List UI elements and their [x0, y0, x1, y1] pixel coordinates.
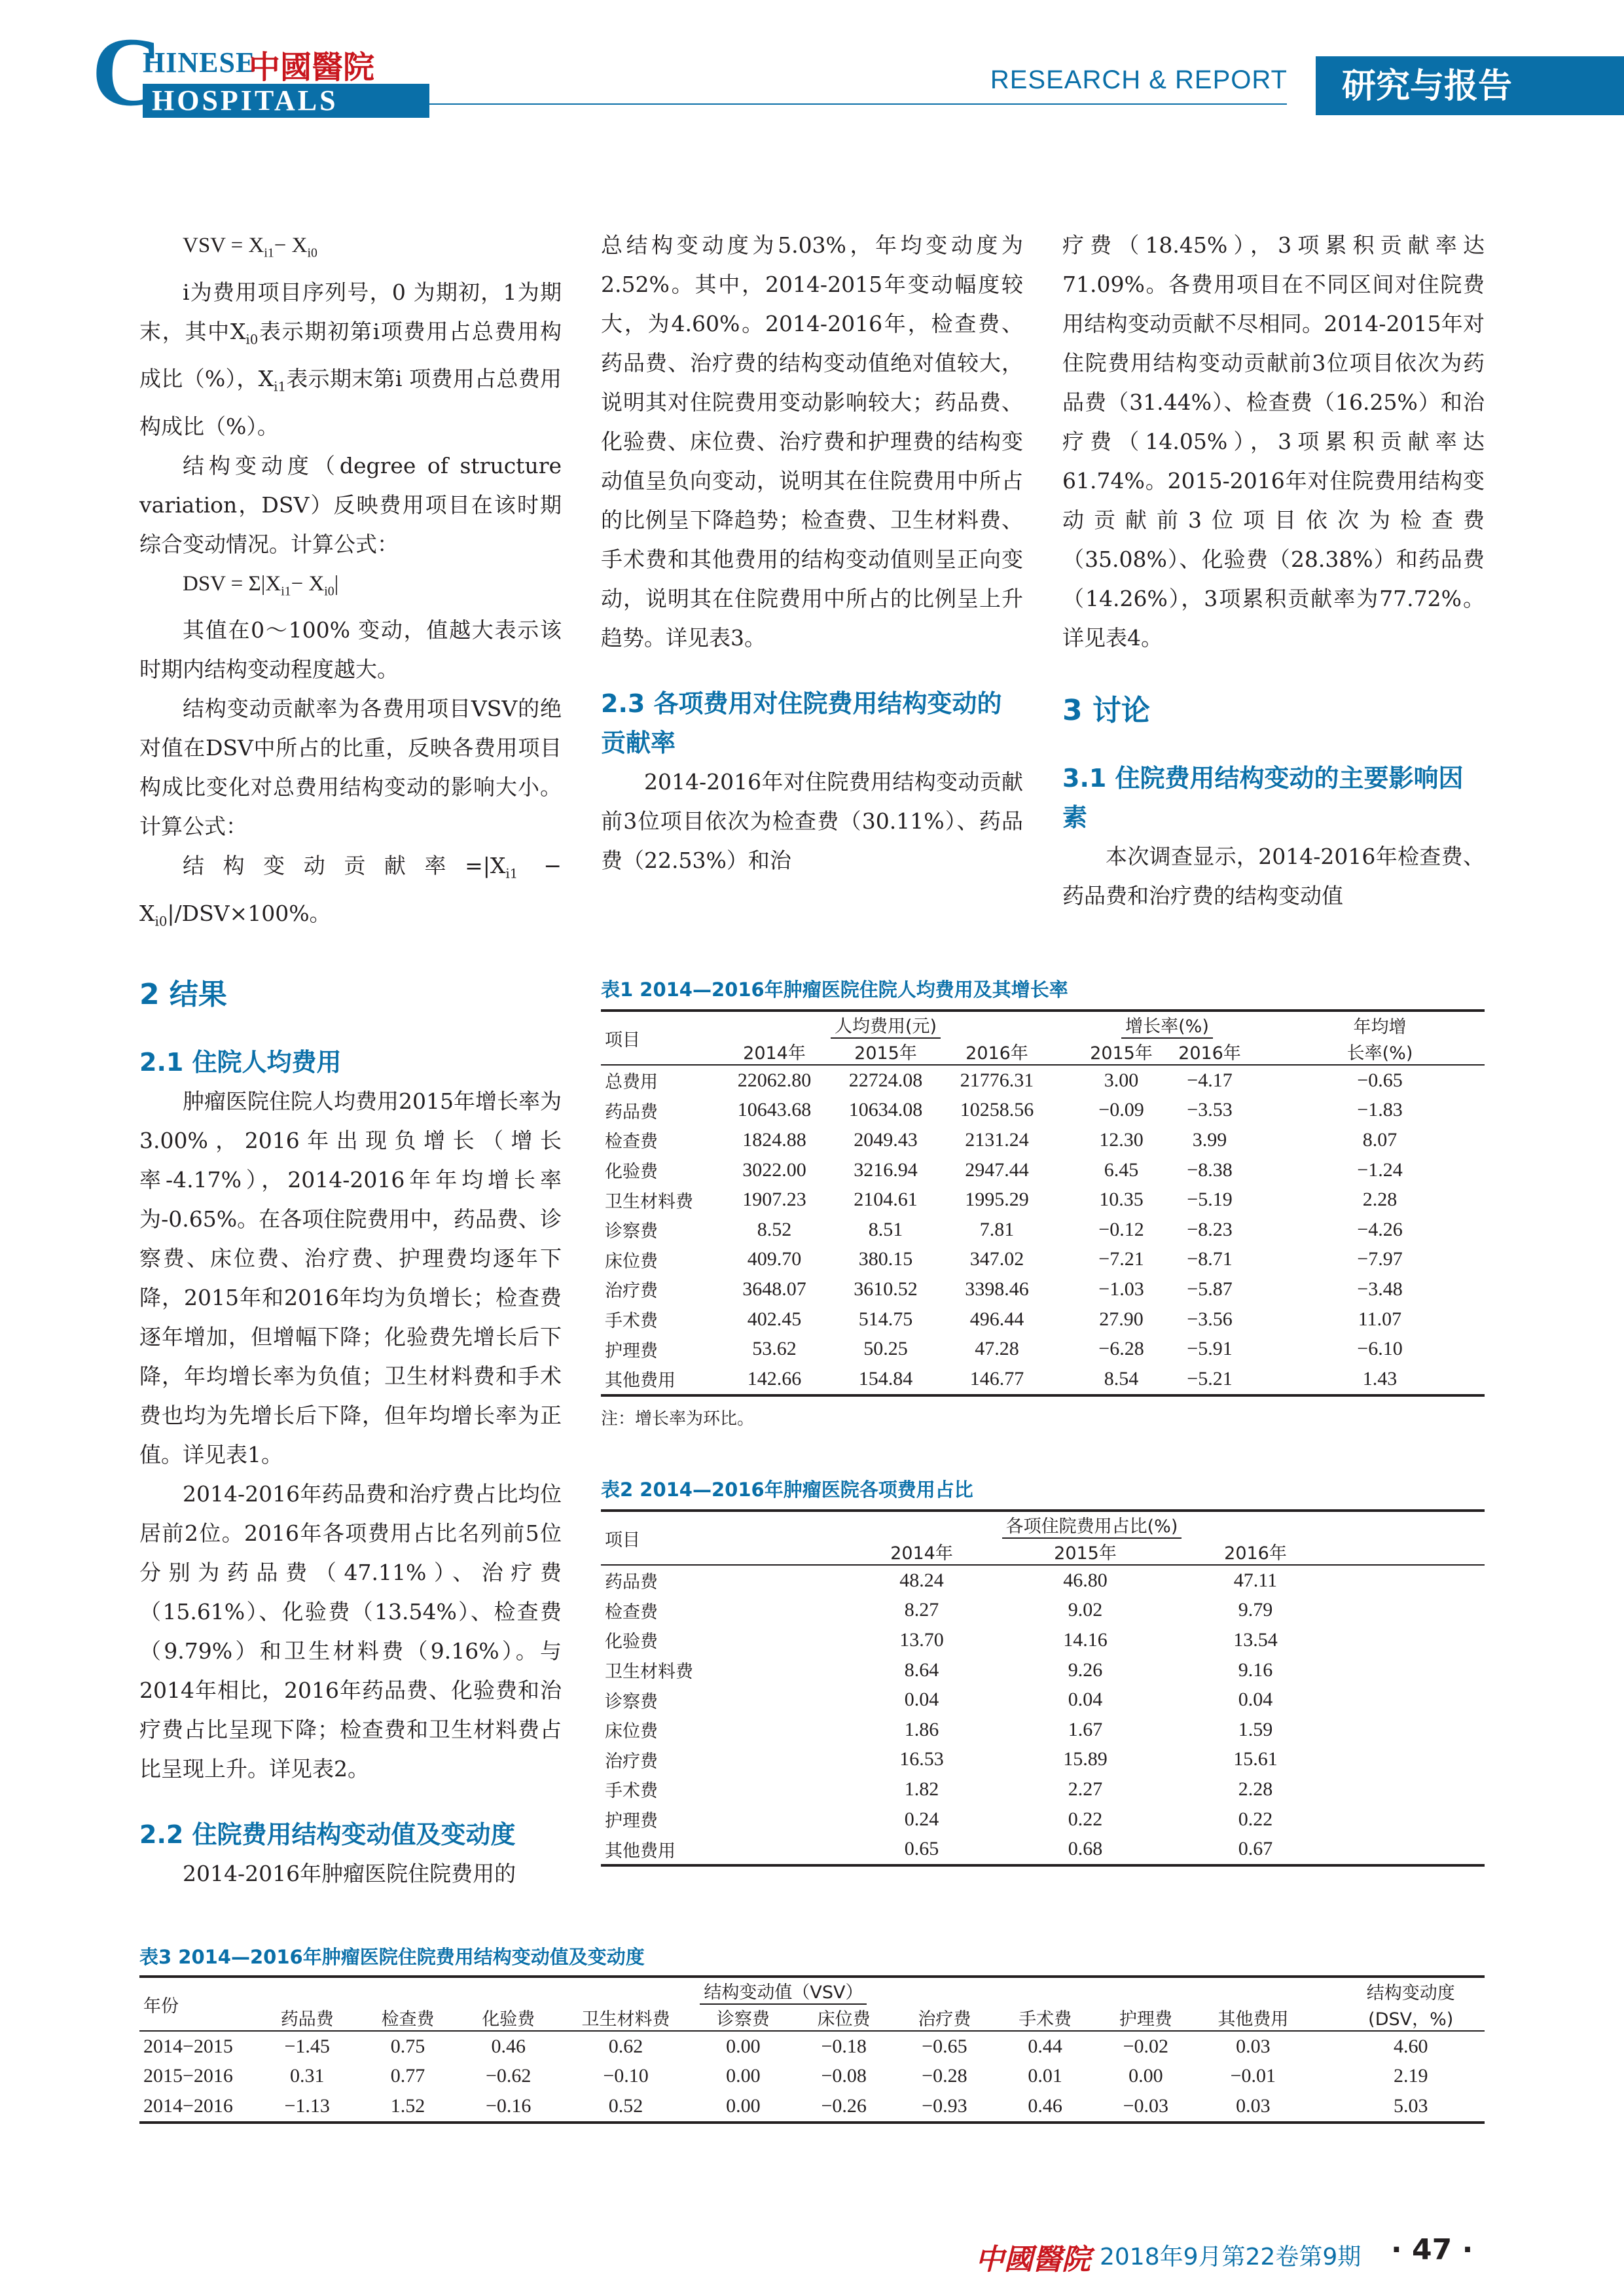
spacer-cell — [1255, 1155, 1275, 1185]
table-cell-growth: −3.53 — [1187, 1099, 1233, 1121]
table-cell-cost: 10643.68 — [737, 1099, 812, 1121]
table-cell-cost: 1907.23 — [742, 1189, 806, 1211]
table-cell-growth: −1.03 — [1098, 1278, 1144, 1300]
table-cell-share: 9.26 — [1068, 1659, 1103, 1681]
table-3-header-item: 诊察费 — [693, 2005, 794, 2031]
table-cell-cost: 1995.29 — [965, 1189, 1029, 1211]
table-2-header-year: 2015年 — [1000, 1539, 1170, 1565]
text-column-1 — [139, 226, 562, 1893]
table-cell-share: 0.04 — [1238, 1689, 1273, 1711]
table-cell-growth: 3.99 — [1192, 1128, 1227, 1151]
table-cell-cost: 496.44 — [969, 1308, 1024, 1330]
table-3-header-item: 床位费 — [793, 2005, 894, 2031]
table-cell-item: 手术费 — [605, 1781, 658, 1802]
table-cell-vsv: 0.03 — [1236, 2035, 1271, 2057]
table-row — [601, 1185, 1485, 1215]
spacer-cell — [1053, 1096, 1079, 1126]
table-cell-growth: −3.56 — [1187, 1308, 1233, 1330]
page-number: · 47 · — [1391, 2233, 1473, 2267]
section-heading-results: 2 结果 — [139, 977, 227, 1011]
table-cell-growth: −5.21 — [1164, 1364, 1255, 1395]
table-cell-avg-growth: −3.48 — [1357, 1278, 1403, 1300]
table-cell-vsv: 0.46 — [491, 2035, 526, 2057]
table-cell-avg-growth: −6.10 — [1357, 1338, 1403, 1360]
table-3-header-item: 手术费 — [995, 2005, 1096, 2031]
table-cell-share: 0.04 — [1068, 1689, 1103, 1711]
table-cell-item: 床位费 — [605, 1721, 658, 1742]
formula-vsv: VSV = $X_{i1}- X_{i0}$ — [183, 234, 317, 260]
logo-bottom-text: HOSPITALS — [152, 84, 338, 117]
spacer-cell — [1341, 1625, 1485, 1655]
table-3-header-year: 年份 — [139, 1977, 257, 2031]
table-cell-item: 药品费 — [605, 1572, 658, 1593]
paragraph: 其值在0～100% 变动，值越大表示该时期内结构变动程度越大。 — [139, 617, 562, 683]
paragraph: 肿瘤医院住院人均费用2015年增长率为3.00%，2016年出现负增长（增长率-4.17%），2014-2016年年均增长率为-0.65%。在各项住院费用中，药品费、诊察费、床位费、治疗费、护理费均逐年下降，2015年和2016年均为负增长；检查费逐年增加，但增幅下降；化验费先增长后下降，年均增长率为负值；卫生材料费和手术费也均为先增长后下降，但年均增长率为正值。详见表1。 — [139, 1088, 562, 1467]
spacer-cell — [1255, 1215, 1275, 1245]
spacer-cell — [1341, 1565, 1485, 1596]
table-cell-item: 护理费 — [605, 1340, 658, 1361]
table-cell-growth: −6.28 — [1098, 1338, 1144, 1360]
table-cell-cost: 380.15 — [858, 1248, 913, 1270]
table-row — [601, 1596, 1485, 1626]
spacer-cell — [1341, 1804, 1485, 1835]
table-cell-share: 2.27 — [1068, 1778, 1103, 1800]
table-cell-vsv: −1.13 — [257, 2091, 357, 2123]
formula-contribution: 结构变动贡献率$=|X_{i1} - X_{i0}|/DSV\times 100\%$。 — [139, 853, 562, 929]
table-3-header-item: 药品费 — [257, 2005, 357, 2031]
table-cell-vsv: 0.00 — [726, 2065, 761, 2087]
table-cell-cost: 47.28 — [975, 1338, 1019, 1360]
table-cell-item: 化验费 — [605, 1162, 658, 1183]
table-cell-vsv: −0.01 — [1230, 2065, 1276, 2087]
table-1-header-growth-year: 2016年 — [1164, 1039, 1255, 1065]
table-2-header-group: 各项住院费用占比(%) — [843, 1511, 1341, 1539]
table-cell-share: 0.22 — [1068, 1808, 1103, 1830]
spacer-cell — [1255, 1274, 1275, 1304]
table-row — [601, 1625, 1485, 1655]
table-3-header-item: 其他费用 — [1196, 2005, 1310, 2031]
table-cell-vsv: −0.08 — [821, 2065, 867, 2087]
spacer-cell — [1255, 1334, 1275, 1364]
table-cell-item: 床位费 — [605, 1251, 658, 1272]
table-cell-cost: 3216.94 — [854, 1158, 918, 1181]
table-cell-cost: 22062.80 — [737, 1069, 812, 1091]
table-cell-share: 13.70 — [899, 1628, 944, 1651]
spacer-cell — [1255, 1364, 1275, 1395]
table-cell-growth: −0.12 — [1098, 1218, 1144, 1240]
table-1-note: 注：增长率为环比。 — [601, 1409, 755, 1429]
table-cell-cost: 154.84 — [830, 1364, 941, 1395]
text-column-2 — [601, 226, 1023, 880]
table-2-header-year: 2016年 — [1170, 1539, 1341, 1565]
table-cell-vsv: −0.62 — [485, 2065, 532, 2087]
table-3-header-item: 护理费 — [1095, 2005, 1196, 2031]
table-1-header-growth-group: 增长率(%) — [1079, 1011, 1255, 1039]
table-3-header-item: 卫生材料费 — [559, 2005, 693, 2031]
table-row — [601, 1834, 1485, 1865]
table-cell-share: 0.67 — [1170, 1834, 1341, 1865]
table-row — [601, 1065, 1485, 1096]
table-cell-item: 护理费 — [605, 1811, 658, 1832]
table-row — [601, 1685, 1485, 1715]
table-cell-vsv: −0.10 — [603, 2065, 649, 2087]
table-cell-dsv: 4.60 — [1393, 2035, 1428, 2057]
table-cell-vsv: −1.45 — [284, 2035, 330, 2057]
table-cell-avg-growth: −1.24 — [1357, 1158, 1403, 1181]
table-3-title: 表3 2014—2016年肿瘤医院住院费用结构变动值及变动度 — [139, 1946, 645, 1968]
table-cell-share: 15.89 — [1063, 1748, 1108, 1770]
paragraph: 总结构变动度为5.03%，年均变动度为2.52%。其中，2014-2015年变动幅度较大，为4.60%。2014-2016年，检查费、药品费、治疗费的结构变动值绝对值较大，说明其对住院费用变动影响较大；药品费、化验费、床位费、治疗费和护理费的结构变动值呈负向变动，说明其在住院费用中所占的比例呈下降趋势；检查费、卫生材料费、手术费和其他费用的结构变动值则呈正向变动，说明其在住院费用中所占的比例呈上升趋势。详见表3。 — [601, 232, 1023, 651]
table-cell-cost: 3610.52 — [854, 1278, 918, 1300]
paragraph: 2014-2016年对住院费用结构变动贡献前3位项目依次为检查费（30.11%）、药品费（22.53%）和治 — [601, 769, 1023, 873]
table-cell-vsv: 0.01 — [1028, 2065, 1062, 2087]
footer-journal-logo: 中國醫院 — [975, 2243, 1091, 2276]
table-cell-growth: −8.71 — [1187, 1248, 1233, 1270]
table-cell-cost: 1824.88 — [742, 1128, 806, 1151]
table-cell-growth: −7.21 — [1098, 1248, 1144, 1270]
table-cell-cost: 10634.08 — [848, 1099, 923, 1121]
table-cell-share: 2.28 — [1238, 1778, 1273, 1800]
table-cell-share: 8.27 — [904, 1599, 939, 1621]
subsection-heading-2-2: 2.2 住院费用结构变动值及变动度 — [139, 1820, 516, 1849]
spacer-cell — [1310, 2091, 1337, 2123]
table-row — [139, 2091, 1485, 2123]
table-cell-cost: 409.70 — [747, 1248, 802, 1270]
spacer-cell — [1341, 1655, 1485, 1685]
logo-letter: C — [92, 18, 163, 126]
table-row — [601, 1274, 1485, 1304]
spacer-cell — [1053, 1215, 1079, 1245]
logo-top-text: HINESE — [143, 46, 256, 79]
table-cell-avg-growth: −4.26 — [1357, 1218, 1403, 1240]
formula-dsv: DSV = $\Sigma|X_{i1}- X_{i0}|$ — [183, 571, 339, 599]
table-cell-share: 9.79 — [1238, 1599, 1273, 1621]
table-cell-vsv: 0.62 — [608, 2035, 643, 2057]
table-3-header-item: 治疗费 — [894, 2005, 995, 2031]
table-cell-share: 0.68 — [1000, 1834, 1170, 1865]
table-row — [601, 1334, 1485, 1364]
table-cell-vsv: 0.31 — [289, 2065, 325, 2087]
table-cell-avg-growth: 2.28 — [1362, 1189, 1398, 1211]
table-cell-growth: 12.30 — [1099, 1128, 1144, 1151]
spacer-cell — [1053, 1185, 1079, 1215]
table-1-header-cost-group: 人均费用(元) — [719, 1011, 1053, 1039]
table-row — [601, 1745, 1485, 1775]
table-row — [601, 1096, 1485, 1126]
table-cell-vsv: −0.02 — [1123, 2035, 1169, 2057]
table-cell-item: 手术费 — [605, 1311, 658, 1332]
paragraph: 结构变动贡献率为各费用项目VSV的绝对值在DSV中所占的比重，反映各费用项目构成比变化对总费用结构变动的影响大小。计算公式： — [139, 696, 562, 840]
table-1-header-avg-line2: 长率(%) — [1275, 1039, 1485, 1065]
table-cell-year: 2014−2016 — [139, 2091, 257, 2123]
table-cell-cost: 3648.07 — [742, 1278, 806, 1300]
spacer-cell — [1255, 1065, 1275, 1096]
table-cell-vsv: −0.16 — [458, 2091, 559, 2123]
table-cell-growth: 3.00 — [1104, 1069, 1139, 1091]
table-row — [601, 1655, 1485, 1685]
table-cell-cost: 50.25 — [863, 1338, 908, 1360]
table-cell-vsv: −0.28 — [922, 2065, 967, 2087]
table-cell-growth: −5.19 — [1187, 1189, 1233, 1211]
table-2-header-item: 项目 — [601, 1511, 843, 1565]
table-cell-vsv: −0.26 — [793, 2091, 894, 2123]
table-row — [601, 1364, 1485, 1395]
table-2-header-year: 2014年 — [843, 1539, 1000, 1565]
table-cell-dsv: 5.03 — [1337, 2091, 1485, 2123]
spacer-cell — [1053, 1274, 1079, 1304]
table-cell-item: 药品费 — [605, 1102, 658, 1122]
table-cell-vsv: 0.03 — [1196, 2091, 1310, 2123]
table-cell-growth: 6.45 — [1104, 1158, 1139, 1181]
table-cell-item: 检查费 — [605, 1602, 658, 1623]
table-row — [601, 1565, 1485, 1596]
table-cell-item: 治疗费 — [605, 1281, 658, 1302]
table-cell-vsv: 0.75 — [390, 2035, 425, 2057]
table-cell-share: 48.24 — [899, 1569, 944, 1591]
table-3-header-item: 化验费 — [458, 2005, 559, 2031]
section-name-chinese: 研究与报告 — [1342, 67, 1513, 106]
table-cell-cost: 402.45 — [747, 1308, 802, 1330]
table-cell-cost: 21776.31 — [960, 1069, 1034, 1091]
table-1-header-year: 2014年 — [719, 1039, 830, 1065]
table-cell-share: 16.53 — [899, 1748, 944, 1770]
table-cell-vsv: −0.93 — [894, 2091, 995, 2123]
table-cell-year: 2014−2015 — [143, 2035, 233, 2057]
paragraph: 疗费（18.45%），3项累积贡献率达71.09%。各费用项目在不同区间对住院费用结构变动贡献不尽相同。2014-2015年对住院费用结构变动贡献前3位项目依次为药品费（31.44%）、检查费（16.25%）和治疗费（14.05%），3项累积贡献率达61.74%。2015-2016年对住院费用结构变动贡献前3位项目依次为检查费（35.08%）、化验费（28.38%）和药品费（14.26%），3项累积贡献率为77.72%。详见表4。 — [1062, 232, 1485, 651]
table-cell-item: 化验费 — [605, 1632, 658, 1653]
table-cell-cost: 8.51 — [868, 1218, 903, 1240]
table-row — [139, 2062, 1485, 2092]
spacer-cell — [1310, 2031, 1337, 2062]
table-cell-share: 47.11 — [1233, 1569, 1278, 1591]
table-cell-item: 其他费用 — [601, 1364, 719, 1395]
spacer-cell — [1053, 1364, 1079, 1395]
table-cell-growth: 10.35 — [1099, 1189, 1144, 1211]
table-row — [601, 1125, 1485, 1155]
table-cell-cost: 3398.46 — [965, 1278, 1029, 1300]
spacer-cell — [1341, 1715, 1485, 1745]
table-cell-cost: 2104.61 — [854, 1189, 918, 1211]
table-cell-avg-growth: −7.97 — [1357, 1248, 1403, 1270]
table-cell-share: 1.67 — [1068, 1718, 1103, 1740]
table-cell-vsv: 0.00 — [693, 2091, 794, 2123]
subsection-heading-2-3: 2.3 各项费用对住院费用结构变动的贡献率 — [601, 689, 1002, 757]
table-3-header-dsv-line2: (DSV，%) — [1337, 2005, 1485, 2031]
table-cell-cost: 514.75 — [858, 1308, 913, 1330]
table-cell-avg-growth: −1.83 — [1357, 1099, 1403, 1121]
table-cell-cost: 2049.43 — [854, 1128, 918, 1151]
table-cell-share: 15.61 — [1233, 1748, 1278, 1770]
table-cell-year: 2015−2016 — [143, 2065, 233, 2087]
spacer-cell — [1053, 1125, 1079, 1155]
table-cell-cost: 7.81 — [979, 1218, 1015, 1240]
table-cell-share: 9.16 — [1238, 1659, 1273, 1681]
table-cell-vsv: 0.46 — [995, 2091, 1096, 2123]
spacer-cell — [1255, 1304, 1275, 1335]
table-row — [601, 1804, 1485, 1835]
table-cell-share: 46.80 — [1063, 1569, 1108, 1591]
table-cell-cost: 22724.08 — [848, 1069, 923, 1091]
table-3-header-item: 检查费 — [357, 2005, 458, 2031]
subsection-heading-2-1: 2.1 住院人均费用 — [139, 1047, 342, 1077]
table-1-title: 表1 2014—2016年肿瘤医院住院人均费用及其增长率 — [601, 978, 1068, 1001]
table-cell-share: 0.04 — [904, 1689, 939, 1711]
table-cell-cost: 3022.00 — [742, 1158, 806, 1181]
spacer-cell — [1053, 1065, 1079, 1096]
logo-chinese-text: 中國醫院 — [249, 49, 375, 86]
table-cell-vsv: 0.52 — [559, 2091, 693, 2123]
table-2-title: 表2 2014—2016年肿瘤医院各项费用占比 — [601, 1479, 973, 1501]
table-row — [601, 1715, 1485, 1745]
section-heading-discussion: 3 讨论 — [1062, 694, 1150, 727]
spacer-cell — [1341, 1745, 1485, 1775]
table-row — [601, 1774, 1485, 1804]
table-cell-avg-growth: −0.65 — [1357, 1069, 1403, 1091]
table-cell-share: 9.02 — [1068, 1599, 1103, 1621]
table-2 — [601, 1509, 1485, 1867]
table-cell-cost: 8.52 — [757, 1218, 792, 1240]
table-cell-vsv: 0.00 — [726, 2035, 761, 2057]
spacer-cell — [1341, 1685, 1485, 1715]
table-cell-share: 14.16 — [1063, 1628, 1108, 1651]
spacer-cell — [1255, 1125, 1275, 1155]
table-cell-growth: −4.17 — [1187, 1069, 1233, 1091]
table-cell-vsv: 0.77 — [390, 2065, 425, 2087]
table-cell-share: 1.82 — [904, 1778, 939, 1800]
table-cell-vsv: −0.03 — [1095, 2091, 1196, 2123]
table-cell-share: 0.24 — [904, 1808, 939, 1830]
table-cell-avg-growth: 11.07 — [1358, 1308, 1402, 1330]
table-cell-item: 治疗费 — [605, 1751, 658, 1772]
table-3-header-vsv-group: 结构变动值（VSV） — [257, 1977, 1310, 2005]
table-cell-vsv: 0.00 — [1128, 2065, 1163, 2087]
table-cell-item: 总费用 — [605, 1072, 658, 1093]
paragraph: 2014-2016年药品费和治疗费占比均位居前2位。2016年各项费用占比名列前5位分别为药品费（47.11%）、治疗费（15.61%）、化验费（13.54%）、检查费（9.79%）和卫生材料费（9.16%）。与2014年相比，2016年药品费、化验费和治疗费占比呈现下降；检查费和卫生材料费占比呈现上升。详见表2。 — [139, 1480, 562, 1782]
table-1 — [601, 1009, 1485, 1397]
subsection-heading-3-1: 3.1 住院费用结构变动的主要影响因素 — [1062, 764, 1464, 832]
table-row — [601, 1155, 1485, 1185]
table-row — [601, 1215, 1485, 1245]
table-cell-share: 13.54 — [1233, 1628, 1278, 1651]
table-cell-item: 诊察费 — [605, 1691, 658, 1712]
table-3-header-dsv-line1: 结构变动度 — [1337, 1977, 1485, 2005]
table-row — [601, 1304, 1485, 1335]
table-1-header-year: 2015年 — [830, 1039, 941, 1065]
table-cell-growth: −8.38 — [1187, 1158, 1233, 1181]
table-cell-cost: 2947.44 — [965, 1158, 1029, 1181]
table-cell-growth: −5.87 — [1187, 1278, 1233, 1300]
spacer-cell — [1053, 1155, 1079, 1185]
table-cell-item: 诊察费 — [605, 1221, 658, 1242]
table-row — [601, 1245, 1485, 1275]
table-cell-share: 0.22 — [1238, 1808, 1273, 1830]
spacer-cell — [1053, 1245, 1079, 1275]
table-cell-share: 1.59 — [1238, 1718, 1273, 1740]
table-1-header-item: 项目 — [601, 1011, 719, 1065]
footer-issue-info: 2018年9月第22卷第9期 — [1100, 2244, 1362, 2270]
table-cell-share: 1.86 — [904, 1718, 939, 1740]
table-cell-vsv: −0.65 — [922, 2035, 967, 2057]
table-cell-growth: 8.54 — [1079, 1364, 1164, 1395]
spacer-cell — [1053, 1304, 1079, 1335]
header-rule — [357, 103, 1287, 105]
table-cell-cost: 2131.24 — [965, 1128, 1029, 1151]
table-cell-share: 0.65 — [843, 1834, 1000, 1865]
table-cell-growth: 27.90 — [1099, 1308, 1144, 1330]
table-cell-cost: 10258.56 — [960, 1099, 1034, 1121]
table-3 — [139, 1975, 1485, 2124]
table-cell-growth: −8.23 — [1187, 1218, 1233, 1240]
table-row — [139, 2031, 1485, 2062]
spacer-cell — [1310, 2005, 1337, 2031]
table-cell-item: 其他费用 — [601, 1834, 843, 1865]
paragraph: 2014-2016年肿瘤医院住院费用的 — [183, 1860, 516, 1886]
text-column-3 — [1062, 226, 1485, 916]
table-cell-vsv: 0.44 — [1028, 2035, 1062, 2057]
table-cell-cost: 347.02 — [969, 1248, 1024, 1270]
table-cell-vsv: 1.52 — [357, 2091, 458, 2123]
spacer-cell — [1341, 1834, 1485, 1865]
journal-logo — [92, 18, 380, 126]
spacer-cell — [1053, 1334, 1079, 1364]
table-cell-item: 卫生材料费 — [605, 1662, 693, 1683]
table-cell-item: 卫生材料费 — [605, 1191, 693, 1212]
table-1-header-year: 2016年 — [941, 1039, 1053, 1065]
section-name-english: RESEARCH & REPORT — [990, 65, 1288, 94]
table-cell-dsv: 2.19 — [1393, 2065, 1428, 2087]
table-cell-cost: 142.66 — [719, 1364, 830, 1395]
spacer-cell — [1341, 1596, 1485, 1626]
table-cell-growth: −5.91 — [1187, 1338, 1233, 1360]
paragraph: 本次调查显示，2014-2016年检查费、药品费和治疗费的结构变动值 — [1062, 844, 1485, 908]
table-cell-avg-growth: 8.07 — [1362, 1128, 1398, 1151]
table-cell-growth: −0.09 — [1098, 1099, 1144, 1121]
table-cell-share: 8.64 — [904, 1659, 939, 1681]
table-1-header-growth-year: 2015年 — [1079, 1039, 1164, 1065]
table-cell-vsv: −0.18 — [821, 2035, 867, 2057]
spacer-cell — [1341, 1774, 1485, 1804]
table-1-header-avg-line1: 年均增 — [1275, 1011, 1485, 1039]
spacer-cell — [1255, 1245, 1275, 1275]
paragraph: 结构变动度（degree of structure variation，DSV）反映费用项目在该时期综合变动情况。计算公式： — [139, 452, 562, 557]
table-cell-avg-growth: 1.43 — [1275, 1364, 1485, 1395]
spacer-cell — [1310, 2062, 1337, 2092]
spacer-cell — [1255, 1185, 1275, 1215]
table-cell-cost: 53.62 — [752, 1338, 797, 1360]
table-cell-cost: 146.77 — [941, 1364, 1053, 1395]
paragraph: i为费用项目序列号，0 为期初，1为期末，其中$X_{i0}$表示期初第i项费用占总费用构成比（%），$X_{i1}$表示期末第i 项费用占总费用构成比（%）。 — [139, 279, 562, 439]
spacer-cell — [1255, 1096, 1275, 1126]
table-cell-item: 检查费 — [605, 1132, 658, 1153]
